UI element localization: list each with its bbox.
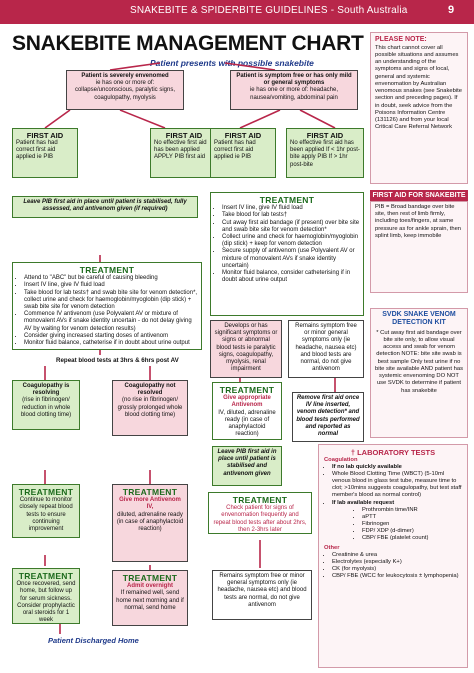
first-aid-title: FIRST AID: [224, 131, 262, 140]
treatment-right-list: [214, 205, 360, 284]
admit-title: Admit overnight: [127, 583, 173, 590]
page-number: 9: [448, 4, 455, 16]
first-aid-text: No effective first aid has been applied If < 1hr post-bite apply PIB If > 1hr post-bite: [290, 140, 360, 168]
coag-item: • CBP/ FBE (platelet count): [362, 535, 462, 542]
treatment-left-item: • Monitor fluid balance, catheterise if in doubt about urine output: [24, 340, 198, 347]
develops-symptoms-box: Develops or has significant symptoms or signs or abnormal blood tests ie paralytic signs, coagulopathy, myolysis, renal impairment: [210, 320, 282, 378]
treatment-more-antivenom-box: [112, 484, 188, 562]
other-item: • Creatinine & urea: [332, 552, 462, 559]
page-title: SNAKEBITE MANAGEMENT CHART: [12, 32, 364, 55]
treatment-right-box: [210, 192, 364, 316]
leave-pib-left-box: Leave PIB first aid in place until patient is stabilised, fully assessed, and antivenom given (if required): [12, 196, 198, 218]
recovered-text: Once recovered, send home, but follow up for serum sickness. Consider prophylactic oral steroids for 1 week: [16, 581, 76, 624]
leave-pib-mid-box: Leave PIB first aid in place until patient is stabilised and antivenom given: [212, 446, 282, 486]
more-av-title: Give more Antivenom IV,: [119, 497, 181, 511]
first-aid-text: Patient has had correct first aid applied ie PIB: [16, 140, 58, 161]
treatment-heading: TREATMENT: [79, 265, 135, 275]
coag-item: • Prothrombin time/INR: [362, 507, 462, 514]
treatment-give-antivenom-box: [212, 382, 282, 440]
mild-symptoms-box: [230, 70, 358, 110]
please-note-box: [370, 32, 468, 184]
continue-monitor-text: Continue to monitor closely repeat blood tests to ensure continuing improvement: [19, 497, 73, 532]
treatment-left-item: • Commence IV antivenom (use Polyvalent AV or mixture of monovalent AVs if snake identity uncertain - do not delay giving AV by waiting for venom detection results): [24, 311, 198, 333]
repeat-blood-tests-text: Repeat blood tests at 3hrs & 6hrs post AV: [56, 357, 179, 364]
treatment-check-patient-box: [208, 492, 312, 534]
coag-item: • If no lab quickly available: [332, 464, 462, 471]
coag-item: • Whole Blood Clotting Time (WBCT) (5-10ml venous blood in glass test tube, measure time to clot; >10mins suggests coagulopathy, but test staff member's blood as normal control): [332, 471, 462, 499]
note-text: This chart cannot cover all possible situations and assumes an understanding of the symptoms and signs of local, general and systemic envenomation by Australian venomous snakes (see Snakebite section and preceding pages). If in doubt, seek advice from the Poisons Information Centre (131126) and from your local Critical Care Referral Network: [375, 44, 463, 131]
treatment-heading: TREATMENT: [219, 385, 275, 395]
svdk-info-panel: [370, 308, 468, 438]
coag-not-resolved-title: Coagulopathy not resolved: [124, 383, 176, 397]
treatment-heading: TREATMENT: [122, 487, 178, 497]
chart-subtitle: Patient presents with possible snakebite: [150, 58, 314, 68]
coag-item: • FDP/ XDP (d-dimer): [362, 528, 462, 535]
remove-first-aid-box: Remove first aid once IV line inserted, venom detection* and blood tests performed and reported as normal: [292, 392, 364, 442]
laboratory-tests-panel: [318, 444, 468, 668]
severe-lead: Patient is severely envenomed: [81, 73, 169, 79]
header-title: SNAKEBITE & SPIDERBITE GUIDELINES - South Australia: [130, 5, 408, 16]
treatment-right-item: • Collect urine and check for haemoglobin/myoglobin (dip stick) + keep for venom detection: [222, 234, 360, 248]
treatment-heading: TREATMENT: [122, 573, 178, 583]
treatment-left-item: • Insert IV line, give IV fluid load: [24, 282, 198, 289]
treatment-left-item: • Take blood for lab tests† and swab bite site for venom detection*, collect urine and check for haemoglobin/myoglobin (dip stick) + swab bite site for venom detection: [24, 290, 198, 312]
treatment-heading: TREATMENT: [259, 195, 315, 205]
coag-resolving-title: Coagulopathy is resolving: [22, 383, 70, 397]
other-tests-list: [324, 552, 462, 580]
first-aid-title: FIRST AID: [26, 131, 64, 140]
coag-resolving-text: (rise in fibrinogen/ reduction in whole blood clotting time): [20, 397, 72, 418]
remains-symptom-free-bottom-box: Remains symptom free or minor general symptoms only (ie headache, nausea etc) and blood tests are normal, do not give antivenom: [212, 570, 312, 620]
first-aid-title: FIRST AID: [165, 131, 203, 140]
treatment-continue-monitor-box: [12, 484, 80, 538]
first-aid-box-2: [150, 128, 218, 178]
other-item: • CK (for myolysis): [332, 566, 462, 573]
treatment-recovered-box: [12, 568, 80, 624]
first-aid-box-4: [286, 128, 364, 178]
severe-text: ie has one or more of: collapse/unconscious, paralytic signs, coagulopathy, myolysis: [74, 80, 176, 101]
first-aid-text: Patient has had correct first aid applied ie PIB: [214, 140, 256, 161]
check-patient-text: Check patient for signs of envenomation frequently and repeat blood tests after about 2hrs, then 2-3hrs later: [213, 505, 307, 533]
mild-lead: Patient is symptom free or has only mild or general symptoms: [236, 73, 352, 87]
give-av-title: Give appropriate Antivenom: [223, 395, 271, 409]
coag-not-resolved-text: (no rise in fibrinogen/ grossly prolonged whole blood clotting time): [117, 397, 183, 418]
admit-text: If remained well, send home next morning and if normal, send home: [116, 590, 184, 611]
coagulopathy-resolving-box: [12, 380, 80, 430]
treatment-left-item: • Consider giving increased starting doses of antivenom: [24, 333, 198, 340]
first-aid-text: No effective first aid has been applied APPLY PIB first aid: [154, 140, 207, 161]
coagulation-heading: Coagulation: [324, 457, 358, 464]
more-av-text: diluted, adrenaline ready (in case of anaphylactoid reaction): [116, 511, 184, 532]
give-av-text: IV, diluted, adrenaline ready (in case of anaphylactoid reaction): [218, 409, 276, 438]
treatment-right-item: • Monitor fluid balance, consider catheterising if in doubt about urine output: [222, 270, 360, 284]
lab-tests-title: † LABORATORY TESTS: [350, 448, 436, 457]
coagulopathy-not-resolved-box: [112, 380, 188, 436]
coag-item: • If lab available request: [332, 500, 462, 507]
other-item: • Electrolytes (especially K+): [332, 559, 462, 566]
pib-info-panel: [370, 190, 468, 293]
remains-symptom-free-box: Remains symptom free or minor general symptoms only (ie headache, nausea etc) and blood tests are normal, do not give antivenom: [288, 320, 364, 378]
treatment-left-box: [12, 262, 202, 350]
note-title: PLEASE NOTE:: [375, 36, 427, 43]
coag-item: • Fibrinogen: [362, 521, 462, 528]
severe-envenomation-box: [66, 70, 184, 110]
patient-discharged-text: Patient Discharged Home: [48, 636, 139, 645]
other-item: • CBP/ FBE (WCC for leukocytosis ± lymphopenia): [332, 573, 462, 580]
treatment-heading: TREATMENT: [18, 571, 74, 581]
mild-text: ie has one or more of: headache, nausea/vomiting, abdominal pain: [249, 87, 339, 101]
first-aid-box-3: [210, 128, 276, 178]
treatment-heading: TREATMENT: [18, 487, 74, 497]
coagulation-list: [324, 464, 462, 542]
treatment-right-item: • Take blood for lab tests†: [222, 212, 360, 219]
treatment-right-item: • Secure supply of antivenom (use Polyvalent AV or mixture of monovalent AVs if snake identity uncertain): [222, 248, 360, 270]
pib-title: FIRST AID FOR SNAKEBITE: [370, 190, 468, 201]
pib-text: PIB = Broad bandage over bite site, then rest of limb firmly, including toes/fingers, at same pressure as for ankle sprain, then splint limb, keep immobile: [370, 201, 468, 293]
other-tests-heading: Other: [324, 544, 340, 551]
first-aid-box-1: [12, 128, 78, 178]
treatment-left-item: • Attend to "ABC" but be careful of causing bleeding: [24, 275, 198, 282]
first-aid-title: FIRST AID: [306, 131, 344, 140]
treatment-left-list: [16, 275, 198, 347]
treatment-heading: TREATMENT: [232, 495, 288, 505]
treatment-admit-box: [112, 570, 188, 626]
svdk-title: SVDK SNAKE VENOM DETECTION KIT: [382, 311, 456, 327]
svdk-text: * Cut away first aid bandage over bite site only, to allow visual access and swab for venom detection NOTE: bite site swab is best sample Only test urine if no bite site available AND patient has systemic envenoming DO NOT use SVDK to determine if patient has snakebite: [375, 329, 463, 394]
treatment-right-item: • Cut away first aid bandage (if present) over bite site and swab bite site for venom detection*: [222, 220, 360, 234]
coag-item: • aPTT: [362, 514, 462, 521]
treatment-right-item: • Insert IV line, give IV fluid load: [222, 205, 360, 212]
